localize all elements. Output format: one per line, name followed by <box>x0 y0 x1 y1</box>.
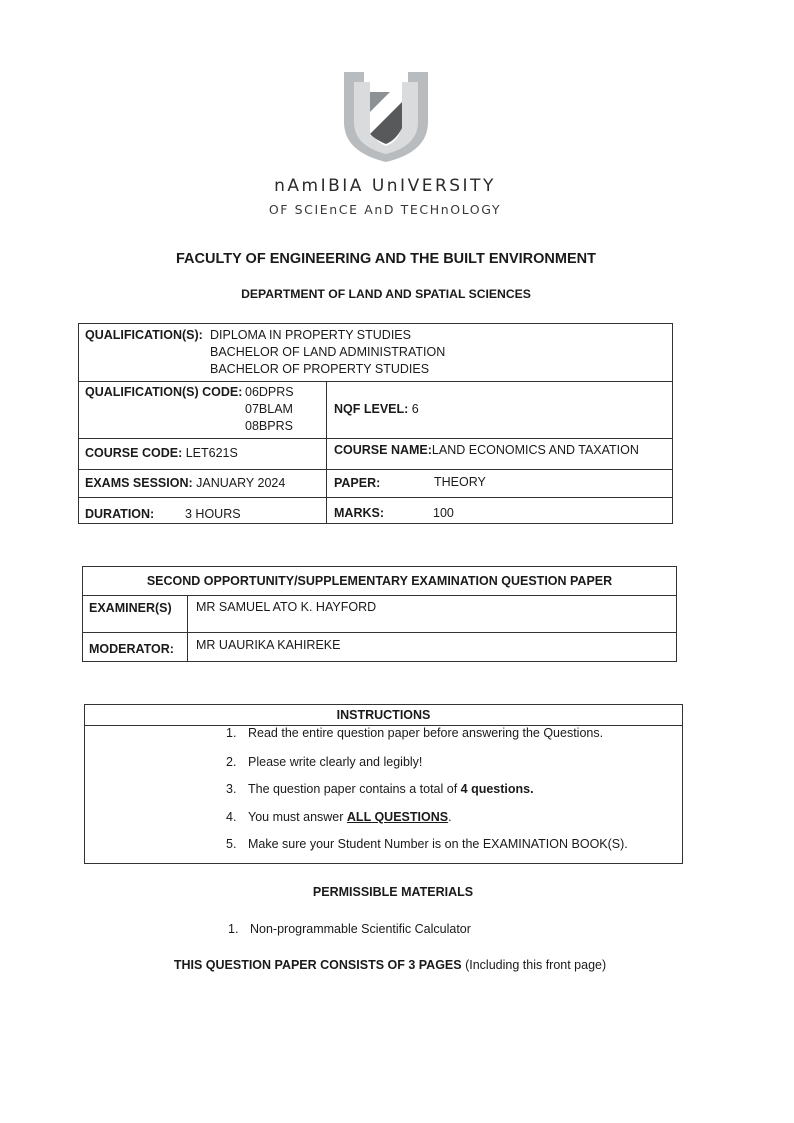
moderator-name: MR UAURIKA KAHIREKE <box>196 638 341 652</box>
moderator-label: MODERATOR: <box>89 642 174 656</box>
examiner-name: MR SAMUEL ATO K. HAYFORD <box>196 600 377 614</box>
materials-item: 1. Non-programmable Scientific Calculator <box>228 922 471 936</box>
course-name-value: LAND ECONOMICS AND TAXATION <box>431 443 639 457</box>
qualification-code: 06DPRS <box>245 385 294 399</box>
department-title: DEPARTMENT OF LAND AND SPATIAL SCIENCES <box>241 287 531 301</box>
instruction-item: 1. Read the entire question paper before answering the Questions. <box>226 726 604 740</box>
qualifications-label: QUALIFICATION(S): <box>85 328 203 342</box>
exam-session-label: EXAMS SESSION: <box>85 476 193 490</box>
qualification-item: BACHELOR OF PROPERTY STUDIES <box>210 362 430 376</box>
course-code-label: COURSE CODE: <box>85 446 183 460</box>
qualification-code: 08BPRS <box>245 419 293 433</box>
examiner-label: EXAMINER(S) <box>89 601 172 615</box>
instructions-title: INSTRUCTIONS <box>336 708 431 722</box>
paper-label: PAPER: <box>334 476 381 490</box>
qualifications-list <box>210 327 445 378</box>
duration-value: 3 HOURS <box>185 507 241 521</box>
exam-table-title: SECOND OPPORTUNITY/SUPPLEMENTARY EXAMINATION QUESTION PAPER <box>146 574 613 588</box>
university-name: nAmIBIA UnIVERSITY <box>274 176 496 196</box>
course-code-value: LET621S <box>185 446 238 460</box>
course-info-table <box>78 323 673 524</box>
instruction-item: 3. The question paper contains a total of 4 questions. <box>226 782 534 796</box>
instruction-item: 4. You must answer ALL QUESTIONS. <box>226 810 452 824</box>
qualification-code: 07BLAM <box>245 402 293 416</box>
university-logo <box>340 68 432 164</box>
qualification-item: BACHELOR OF LAND ADMINISTRATION <box>210 345 446 359</box>
qualification-code-label: QUALIFICATION(S) CODE: <box>85 385 243 399</box>
qualification-codes <box>245 384 294 435</box>
qualification-item: DIPLOMA IN PROPERTY STUDIES <box>210 328 411 342</box>
course-name-label: COURSE NAME: <box>334 443 432 457</box>
page-count-note: THIS QUESTION PAPER CONSISTS OF 3 PAGES (Including this front page) <box>173 958 607 972</box>
nqf-level-label: NQF LEVEL: <box>334 402 409 416</box>
examination-table <box>82 566 677 662</box>
paper-value: THEORY <box>434 475 486 489</box>
marks-label: MARKS: <box>334 506 384 520</box>
materials-title: PERMISSIBLE MATERIALS <box>312 885 474 899</box>
marks-value: 100 <box>433 506 454 520</box>
exam-session-value: JANUARY 2024 <box>196 476 286 490</box>
instruction-item: 2. Please write clearly and legibly! <box>226 755 423 769</box>
faculty-title: FACULTY OF ENGINEERING AND THE BUILT ENVIRONMENT <box>176 251 596 267</box>
university-subtitle: OF SCIEnCE AnD TECHnOLOGY <box>268 202 502 217</box>
duration-label: DURATION: <box>85 507 155 521</box>
nqf-level-value: 6 <box>411 402 419 416</box>
instruction-item: 5. Make sure your Student Number is on the EXAMINATION BOOK(S). <box>226 837 628 851</box>
